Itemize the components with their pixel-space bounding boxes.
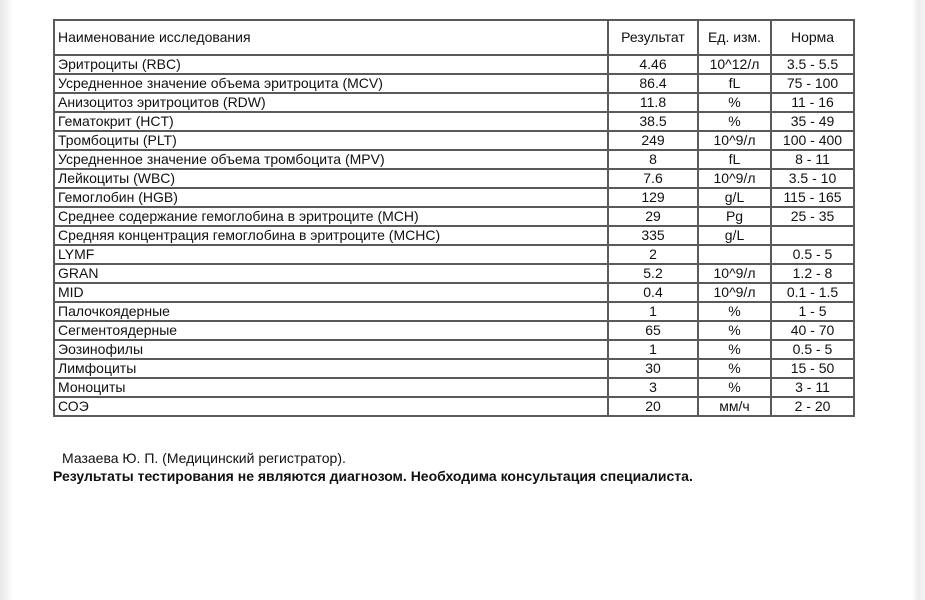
test-norm: 8 - 11 [771, 150, 854, 169]
test-result: 335 [608, 226, 698, 245]
test-result: 3 [608, 378, 698, 397]
test-norm: 40 - 70 [771, 321, 854, 340]
test-name: Тромбоциты (PLT) [54, 131, 608, 150]
test-unit: % [698, 359, 771, 378]
test-result: 129 [608, 188, 698, 207]
test-norm: 0.5 - 5 [771, 245, 854, 264]
test-name: Палочкоядерные [54, 302, 608, 321]
test-name: GRAN [54, 264, 608, 283]
test-norm: 3 - 11 [771, 378, 854, 397]
test-norm: 115 - 165 [771, 188, 854, 207]
table-row [54, 74, 854, 93]
test-name: LYMF [54, 245, 608, 264]
test-unit: g/L [698, 188, 771, 207]
test-norm: 0.1 - 1.5 [771, 283, 854, 302]
test-name: СОЭ [54, 397, 608, 416]
test-unit: g/L [698, 226, 771, 245]
test-name: Усредненное значение объема тромбоцита (MPV) [54, 150, 608, 169]
page-left-edge [0, 0, 14, 600]
test-unit: % [698, 340, 771, 359]
test-result: 86.4 [608, 74, 698, 93]
test-name: Гемоглобин (HGB) [54, 188, 608, 207]
table-row [54, 340, 854, 359]
table-row [54, 188, 854, 207]
table-row [54, 245, 854, 264]
test-norm: 0.5 - 5 [771, 340, 854, 359]
test-name: MID [54, 283, 608, 302]
test-name: Сегментоядерные [54, 321, 608, 340]
test-norm: 11 - 16 [771, 93, 854, 112]
test-unit [698, 245, 771, 264]
test-unit: Pg [698, 207, 771, 226]
test-name: Усредненное значение объема эритроцита (MCV) [54, 74, 608, 93]
test-name: Среднее содержание гемоглобина в эритроците (MCH) [54, 207, 608, 226]
test-result: 30 [608, 359, 698, 378]
test-unit: fL [698, 74, 771, 93]
header-result: Результат [608, 20, 698, 55]
test-result: 1 [608, 340, 698, 359]
test-unit: 10^9/л [698, 264, 771, 283]
test-unit: 10^9/л [698, 169, 771, 188]
test-result: 7.6 [608, 169, 698, 188]
test-norm: 2 - 20 [771, 397, 854, 416]
test-norm: 75 - 100 [771, 74, 854, 93]
table-row [54, 378, 854, 397]
test-norm: 100 - 400 [771, 131, 854, 150]
test-result: 65 [608, 321, 698, 340]
table-row [54, 302, 854, 321]
test-name: Эритроциты (RBC) [54, 55, 608, 74]
test-norm: 3.5 - 10 [771, 169, 854, 188]
test-result: 4.46 [608, 55, 698, 74]
test-unit: 10^12/л [698, 55, 771, 74]
test-name: Моноциты [54, 378, 608, 397]
test-name: Анизоцитоз эритроцитов (RDW) [54, 93, 608, 112]
test-result: 249 [608, 131, 698, 150]
table-row [54, 359, 854, 378]
results-body [54, 55, 854, 416]
header-norm: Норма [771, 20, 854, 55]
test-result: 29 [608, 207, 698, 226]
table-header-row [54, 20, 854, 55]
test-unit: 10^9/л [698, 131, 771, 150]
table-row [54, 397, 854, 416]
test-norm: 1 - 5 [771, 302, 854, 321]
table-row [54, 93, 854, 112]
test-unit: 10^9/л [698, 283, 771, 302]
table-row [54, 55, 854, 74]
test-norm: 15 - 50 [771, 359, 854, 378]
test-result: 20 [608, 397, 698, 416]
table-row [54, 283, 854, 302]
header-name: Наименование исследования [54, 20, 608, 55]
table-row [54, 226, 854, 245]
test-unit: fL [698, 150, 771, 169]
test-norm [771, 226, 854, 245]
test-name: Средняя концентрация гемоглобина в эритроците (MCHC) [54, 226, 608, 245]
test-norm: 25 - 35 [771, 207, 854, 226]
test-norm: 35 - 49 [771, 112, 854, 131]
test-result: 38.5 [608, 112, 698, 131]
test-result: 2 [608, 245, 698, 264]
test-norm: 3.5 - 5.5 [771, 55, 854, 74]
test-name: Гематокрит (HCT) [54, 112, 608, 131]
test-unit: % [698, 378, 771, 397]
test-name: Лимфоциты [54, 359, 608, 378]
results-table [53, 19, 855, 417]
table-row [54, 169, 854, 188]
test-unit: мм/ч [698, 397, 771, 416]
table-row [54, 150, 854, 169]
test-result: 11.8 [608, 93, 698, 112]
test-norm: 1.2 - 8 [771, 264, 854, 283]
test-result: 0.4 [608, 283, 698, 302]
test-unit: % [698, 302, 771, 321]
page-right-edge [912, 0, 925, 600]
table-row [54, 321, 854, 340]
test-name: Эозинофилы [54, 340, 608, 359]
table-row [54, 264, 854, 283]
test-result: 1 [608, 302, 698, 321]
test-unit: % [698, 93, 771, 112]
table-row [54, 207, 854, 226]
test-result: 8 [608, 150, 698, 169]
signer-note: Мазаева Ю. П. (Медицинский регистратор). [62, 450, 346, 466]
disclaimer: Результаты тестирования не являются диагнозом. Необходима консультация специалиста. [53, 468, 693, 484]
test-unit: % [698, 321, 771, 340]
test-result: 5.2 [608, 264, 698, 283]
header-unit: Ед. изм. [698, 20, 771, 55]
test-name: Лейкоциты (WBC) [54, 169, 608, 188]
table-row [54, 131, 854, 150]
table-row [54, 112, 854, 131]
test-unit: % [698, 112, 771, 131]
